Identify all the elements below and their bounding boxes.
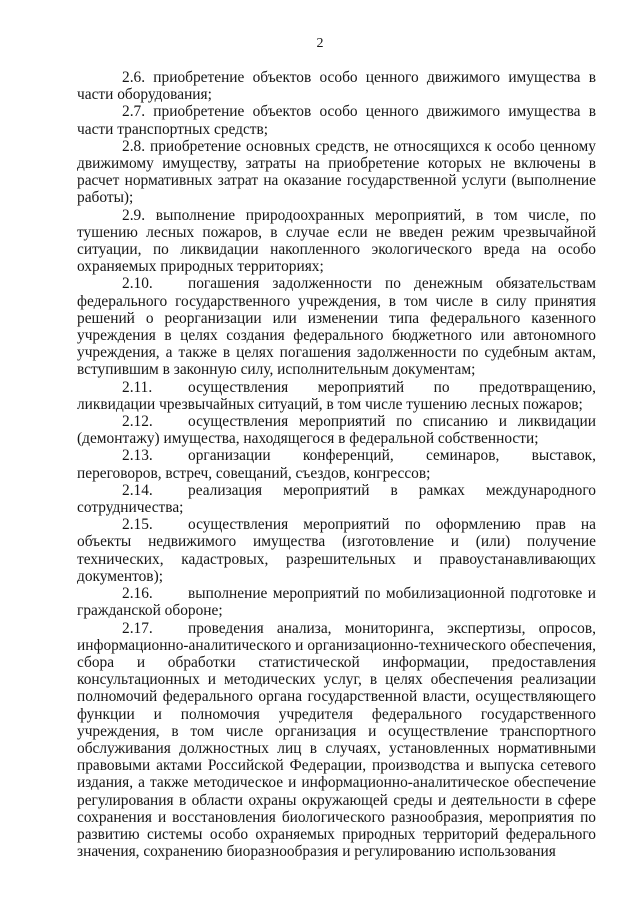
item-number: 2.16. [122,585,153,603]
item-number: 2.11. [122,378,153,396]
item-text: приобретение объектов особо ценного движимого имущества в части оборудования; [77,69,596,104]
document-body [77,69,596,860]
list-item [77,103,596,137]
item-text: организации конференций, семинаров, выставок, переговоров, встреч, совещаний, съездов, конгрессов; [77,447,596,482]
item-text: приобретение объектов особо ценного движимого имущества в части транспортных средств; [77,103,596,138]
item-number: 2.7. [122,103,146,121]
list-item [77,482,596,516]
item-number: 2.15. [122,516,153,534]
item-number: 2.12. [122,413,153,431]
item-text: реализация мероприятий в рамках международного сотрудничества; [77,481,596,517]
list-item [77,447,596,481]
item-number: 2.14. [122,481,153,499]
list-item [77,275,596,378]
item-text: приобретение основных средств, не относящихся к особо ценному движимому имуществу, затраты на приобретение которых не включены в расчет нормативных затрат на оказание государственной услуги (выполнение работы); [77,137,596,207]
item-text: выполнение мероприятий по мобилизационной подготовке и гражданской обороне; [77,585,596,620]
list-item [77,69,596,103]
list-item [77,138,596,207]
list-item [77,516,596,585]
item-number: 2.9. [122,206,146,224]
item-text: осуществления мероприятий по списанию и ликвидации (демонтажу) имущества, находящегося в федеральной собственности; [77,413,596,448]
item-number: 2.8. [122,137,146,155]
item-number: 2.13. [122,447,153,465]
list-item [77,379,596,413]
list-item [77,413,596,447]
item-text: выполнение природоохранных мероприятий, в том числе, по тушению лесных пожаров, в случае если не введен режим чрезвычайной ситуации, по ликвидации накопленного экологического вреда на особо охраняемых природных территориях; [77,206,596,276]
item-text: погашения задолженности по денежным обязательствам федерального государственного учреждения, в том числе в силу принятия решений о реорганизации или изменении типа федерального казенного учреждения в целях создания федерального бюджетного или автономного учреждения, а также в целях погашения задолженности по судебным актам, вступившим в законную силу, исполнительным документам; [77,275,596,379]
item-text: осуществления мероприятий по оформлению прав на объекты недвижимого имущества (изготовление и (или) получение технических, кадастровых, разрешительных и правоустанавливающих документов); [77,516,596,585]
item-number: 2.6. [122,69,146,86]
page-number: 2 [316,36,324,51]
list-item [77,620,596,861]
item-number: 2.10. [122,275,153,293]
item-text: осуществления мероприятий по предотвращению, ликвидации чрезвычайных ситуаций, в том числе тушению лесных пожаров; [77,378,596,413]
item-number: 2.17. [122,619,153,637]
list-item [77,585,596,619]
list-item [77,207,596,276]
item-text: проведения анализа, мониторинга, экспертизы, опросов, информационно-аналитического и организационно-технического обеспечения, сбора и обработки статистической информации, предоставления консультационных и методических услуг, в целях обеспечения реализации полномочий федерального органа государственной власти, осуществляющего функции и полномочия учредителя федерального государственного учреждения, в том числе организация и осуществление транспортного обслуживания должностных лиц в случаях, установленных нормативными правовыми актами Российской Федерации, производства и выпуска сетевого издания, а также методическое и информационно-аналитическое обеспечение регулирования в области охраны окружающей среды и деятельности в сфере сохранения и восстановления биологического разнообразия, мероприятия по развитию системы особо охраняемых природных территорий федерального значения, сохранению биоразнообразия и регулированию использования [77,619,596,861]
